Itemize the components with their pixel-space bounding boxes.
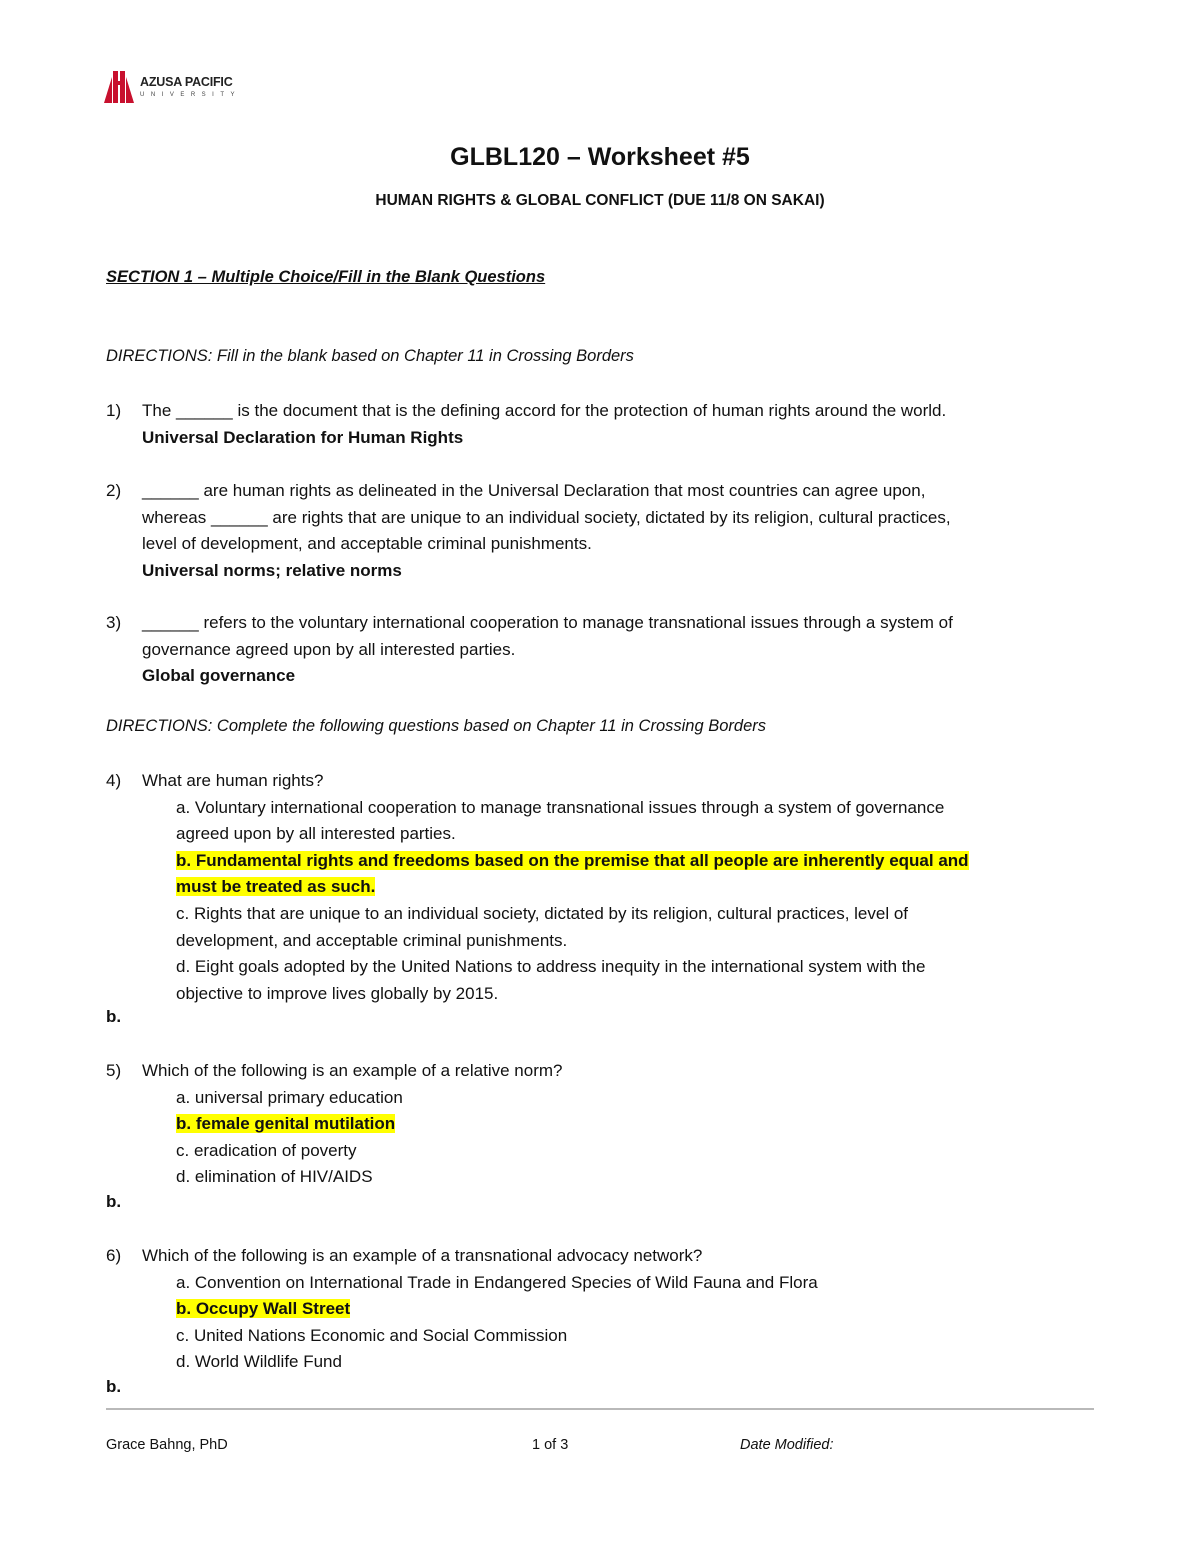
option-a: a. Convention on International Trade in Endangered Species of Wild Fauna and Flora [176, 1272, 818, 1292]
directions-fill-in: DIRECTIONS: Fill in the blank based on Chapter 11 in Crossing Borders [106, 347, 634, 365]
logo-subtitle: UNIVERSITY [140, 91, 242, 98]
option-c: c. eradication of poverty [176, 1140, 357, 1160]
option-a: a. universal primary education [176, 1087, 403, 1107]
university-logo [104, 70, 241, 104]
question-number: 4) [106, 771, 122, 790]
option-c: c. United Nations Economic and Social Commission [176, 1325, 568, 1345]
question-1 [106, 398, 1106, 451]
page-subtitle: HUMAN RIGHTS & GLOBAL CONFLICT (DUE 11/8 ON SAKAI) [375, 192, 825, 209]
option-d: d. Eight goals adopted by the United Nations to address inequity in the international system with the [176, 957, 926, 977]
option-d-cont: objective to improve lives globally by 2015. [176, 983, 499, 1003]
answer-letter: b. [106, 1192, 122, 1211]
question-text: level of development, and acceptable criminal punishments. [142, 534, 592, 554]
question-text: Which of the following is an example of a relative norm? [142, 1061, 563, 1080]
option-b-correct: b. Occupy Wall Street [176, 1299, 351, 1319]
question-3 [106, 610, 1106, 690]
option-b-correct: b. female genital mutilation [176, 1114, 396, 1134]
question-6 [106, 1243, 1106, 1376]
page-title: GLBL120 – Worksheet #5 [450, 143, 750, 171]
answer-text: Global governance [142, 666, 296, 686]
question-text: ______ are human rights as delineated in the Universal Declaration that most countries can agree upon, [142, 481, 926, 500]
option-c: c. Rights that are unique to an individual society, dictated by its religion, cultural practices, level of [176, 903, 909, 923]
footer-page-number: 1 of 3 [532, 1437, 569, 1453]
footer-author: Grace Bahng, PhD [106, 1437, 228, 1453]
logo-name: AZUSA PACIFIC [140, 75, 233, 90]
apu-emblem-icon [104, 71, 134, 103]
footer-divider [106, 1408, 1094, 1410]
option-a: a. Voluntary international cooperation to manage transnational issues through a system of governance [176, 797, 945, 817]
option-d: d. elimination of HIV/AIDS [176, 1167, 373, 1187]
question-2 [106, 478, 1106, 584]
option-d: d. World Wildlife Fund [176, 1352, 342, 1372]
answer-letter: b. [106, 1377, 122, 1396]
question-text: The ______ is the document that is the defining accord for the protection of human rights around the world. [142, 401, 947, 420]
footer-date-label: Date Modified: [740, 1437, 834, 1453]
option-b-correct: b. Fundamental rights and freedoms based on the premise that all people are inherently equal and [176, 850, 969, 870]
question-text: ______ refers to the voluntary international cooperation to manage transnational issues through a system of [142, 613, 953, 632]
answer-letter: b. [106, 1007, 122, 1026]
question-5 [106, 1058, 1106, 1191]
option-a-cont: agreed upon by all interested parties. [176, 824, 456, 844]
question-text: whereas ______ are rights that are unique to an individual society, dictated by its religion, cultural practices, [142, 507, 951, 527]
question-text: What are human rights? [142, 771, 324, 790]
directions-complete: DIRECTIONS: Complete the following questions based on Chapter 11 in Crossing Borders [106, 717, 767, 735]
section-heading: SECTION 1 – Multiple Choice/Fill in the Blank Questions [106, 268, 546, 286]
option-c-cont: development, and acceptable criminal punishments. [176, 930, 568, 950]
question-number: 3) [106, 613, 122, 632]
question-number: 1) [106, 401, 122, 420]
question-text: Which of the following is an example of a transnational advocacy network? [142, 1246, 703, 1265]
option-b-correct-cont: must be treated as such. [176, 877, 376, 897]
question-text: governance agreed upon by all interested parties. [142, 639, 516, 659]
question-4 [106, 768, 1106, 1007]
question-number: 6) [106, 1246, 122, 1265]
question-number: 5) [106, 1061, 122, 1080]
question-number: 2) [106, 481, 122, 500]
answer-text: Universal Declaration for Human Rights [142, 427, 464, 447]
answer-text: Universal norms; relative norms [142, 560, 402, 580]
